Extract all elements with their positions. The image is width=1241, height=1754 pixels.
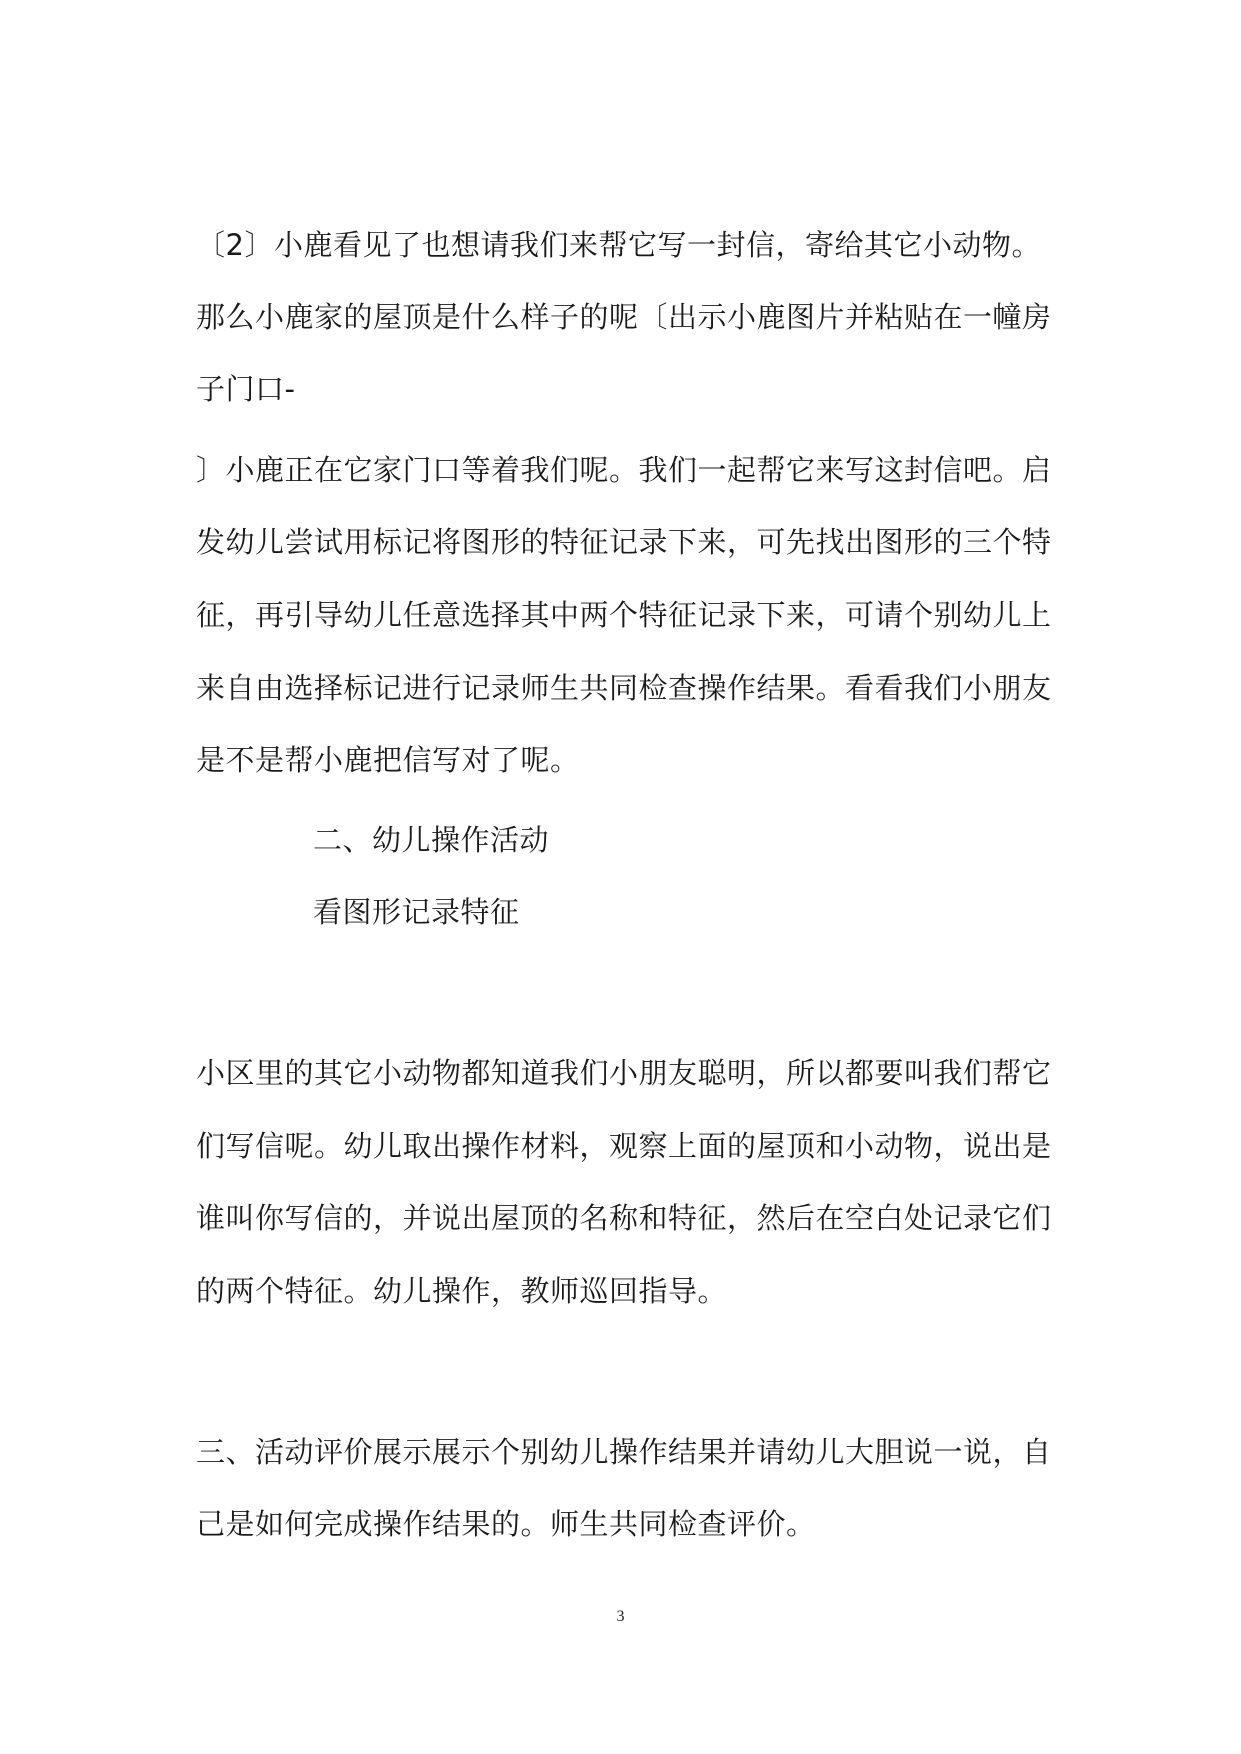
text-line: 谁叫你写信的，并说出屋顶的名称和特征，然后在空白处记录它们 <box>196 1201 1052 1235</box>
section-heading: 二、幼儿操作活动 <box>313 823 550 857</box>
page-number: 3 <box>616 1608 625 1625</box>
text-line: 是不是帮小鹿把信写对了呢。 <box>196 743 580 777</box>
text-line: 己是如何完成操作结果的。师生共同检查评价。 <box>196 1507 816 1541</box>
text-line: 们写信呢。幼儿取出操作材料，观察上面的屋顶和小动物，说出是 <box>196 1129 1052 1163</box>
text-line: 小区里的其它小动物都知道我们小朋友聪明，所以都要叫我们帮它 <box>196 1056 1052 1090</box>
text-line: 那么小鹿家的屋顶是什么样子的呢〔出示小鹿图片并粘贴在一幢房 <box>196 300 1052 334</box>
text-line: 征，再引导幼儿任意选择其中两个特征记录下来，可请个别幼儿上 <box>196 598 1052 632</box>
text-line: 发幼儿尝试用标记将图形的特征记录下来，可先找出图形的三个特 <box>196 525 1052 559</box>
text-line: 的两个特征。幼儿操作，教师巡回指导。 <box>196 1274 728 1308</box>
text-line: 来自由选择标记进行记录师生共同检查操作结果。看看我们小朋友 <box>196 671 1052 705</box>
section-subheading: 看图形记录特征 <box>313 895 520 929</box>
text-line: 〕小鹿正在它家门口等着我们呢。我们一起帮它来写这封信吧。启 <box>196 453 1052 487</box>
text-line: 子门口- <box>196 372 296 406</box>
text-line: 〔2〕小鹿看见了也想请我们来帮它写一封信，寄给其它小动物。 <box>196 228 1041 262</box>
text-line: 三、活动评价展示展示个别幼儿操作结果并请幼儿大胆说一说，自 <box>196 1435 1052 1469</box>
